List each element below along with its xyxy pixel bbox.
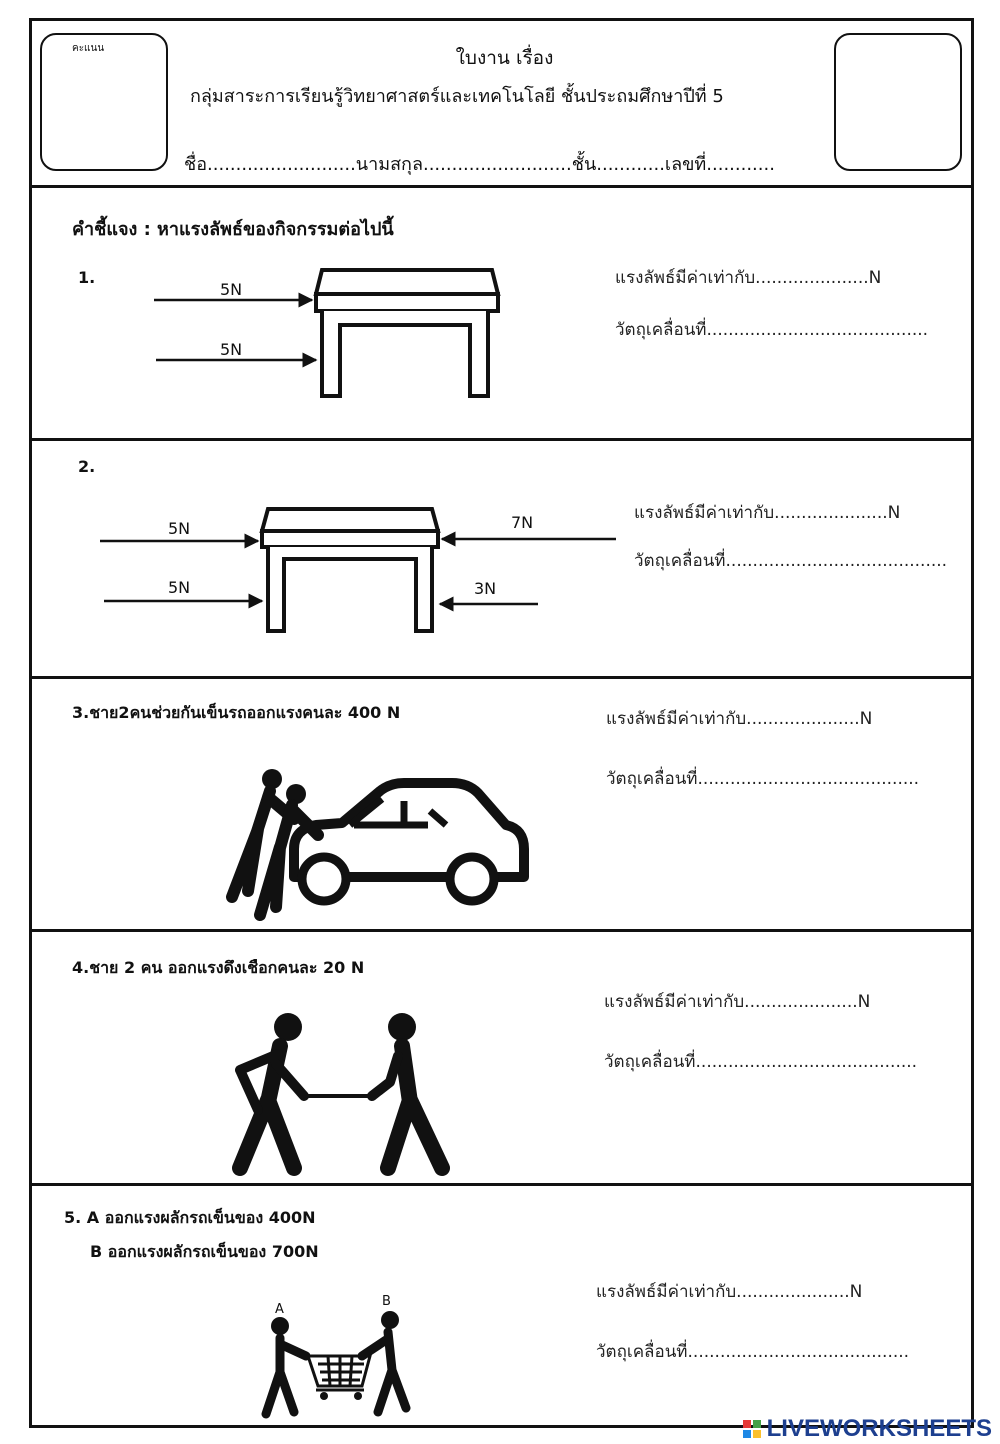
- shopping-cart-icon: [308, 1356, 370, 1390]
- net-force-answer[interactable]: แรงลัพธ์มีค่าเท่ากับ.....................N: [596, 1282, 863, 1302]
- question-1-section: [32, 188, 971, 441]
- net-force-answer[interactable]: แรงลัพธ์มีค่าเท่ากับ.....................N: [634, 503, 901, 523]
- worksheet-subtitle: กลุ่มสาระการเรียนรู้วิทยาศาสตร์และเทคโนโลยี ชั้นประถมศึกษาปีที่ 5: [190, 86, 724, 107]
- question-5-text-a: 5. A ออกแรงผลักรถเข็นของ 400N: [64, 1208, 316, 1227]
- student-info-line[interactable]: ชื่อ..........................นามสกุล..........................ชั้น............เลขที่............: [184, 154, 775, 175]
- question-1-diagram: [32, 188, 977, 438]
- score-label: คะแนน: [72, 43, 105, 54]
- force-label: 5N: [168, 519, 191, 538]
- cart-wheel: [320, 1392, 328, 1400]
- motion-answer[interactable]: วัตถุเคลื่อนที่.........................................: [596, 1342, 910, 1362]
- net-force-answer[interactable]: แรงลัพธ์มีค่าเท่ากับ.....................N: [604, 992, 871, 1012]
- table-icon: [316, 270, 498, 396]
- question-1-number: 1.: [78, 268, 96, 287]
- question-5-text-b: B ออกแรงผลักรถเข็นของ 700N: [90, 1242, 319, 1261]
- question-4-text: 4.ชาย 2 คน ออกแรงดึงเชือกคนละ 20 N: [72, 958, 365, 977]
- motion-answer[interactable]: วัตถุเคลื่อนที่.........................................: [634, 551, 948, 571]
- motion-answer[interactable]: วัตถุเคลื่อนที่.........................................: [606, 769, 920, 789]
- question-2-number: 2.: [78, 457, 96, 476]
- person-b-label: B: [382, 1294, 391, 1309]
- net-force-answer[interactable]: แรงลัพธ์มีค่าเท่ากับ.....................N: [606, 709, 873, 729]
- person-a-icon: [266, 1317, 306, 1414]
- motion-answer[interactable]: วัตถุเคลื่อนที่.........................................: [615, 320, 929, 340]
- person-pulling-right-icon: [372, 1013, 442, 1168]
- logo-blocks-icon: [743, 1420, 761, 1438]
- question-2-section: [32, 441, 971, 679]
- worksheet-title: ใบงาน เรื่อง: [455, 47, 554, 69]
- force-label: 5N: [220, 340, 243, 359]
- worksheet: [29, 18, 974, 1428]
- question-4-section: [32, 932, 971, 1186]
- motion-answer[interactable]: วัตถุเคลื่อนที่.........................................: [604, 1052, 918, 1072]
- question-3-section: [32, 679, 971, 932]
- force-label: 3N: [474, 579, 497, 598]
- brand-name: LIVEWORKSHEETS: [766, 1415, 992, 1442]
- force-label: 7N: [511, 513, 534, 532]
- instruction: คำชี้แจง : หาแรงลัพธ์ของกิจกรรมต่อไปนี้: [72, 219, 394, 240]
- car-wheel: [302, 857, 346, 901]
- person-pulling-left-icon: [240, 1013, 304, 1168]
- question-3-text: 3.ชาย2คนช่วยกันเข็นรถออกแรงคนละ 400 N: [72, 703, 401, 722]
- person-a-label: A: [275, 1302, 284, 1317]
- header-section: [32, 21, 971, 188]
- force-label: 5N: [220, 280, 243, 299]
- question-5-section: [32, 1186, 971, 1428]
- car-wheel: [450, 857, 494, 901]
- table-icon: [262, 509, 438, 631]
- push-cart-illustration: [32, 1186, 977, 1426]
- cart-wheel: [354, 1392, 362, 1400]
- force-label: 5N: [168, 578, 191, 597]
- liveworksheets-logo: [743, 1414, 992, 1444]
- net-force-answer[interactable]: แรงลัพธ์มีค่าเท่ากับ.....................N: [615, 268, 882, 288]
